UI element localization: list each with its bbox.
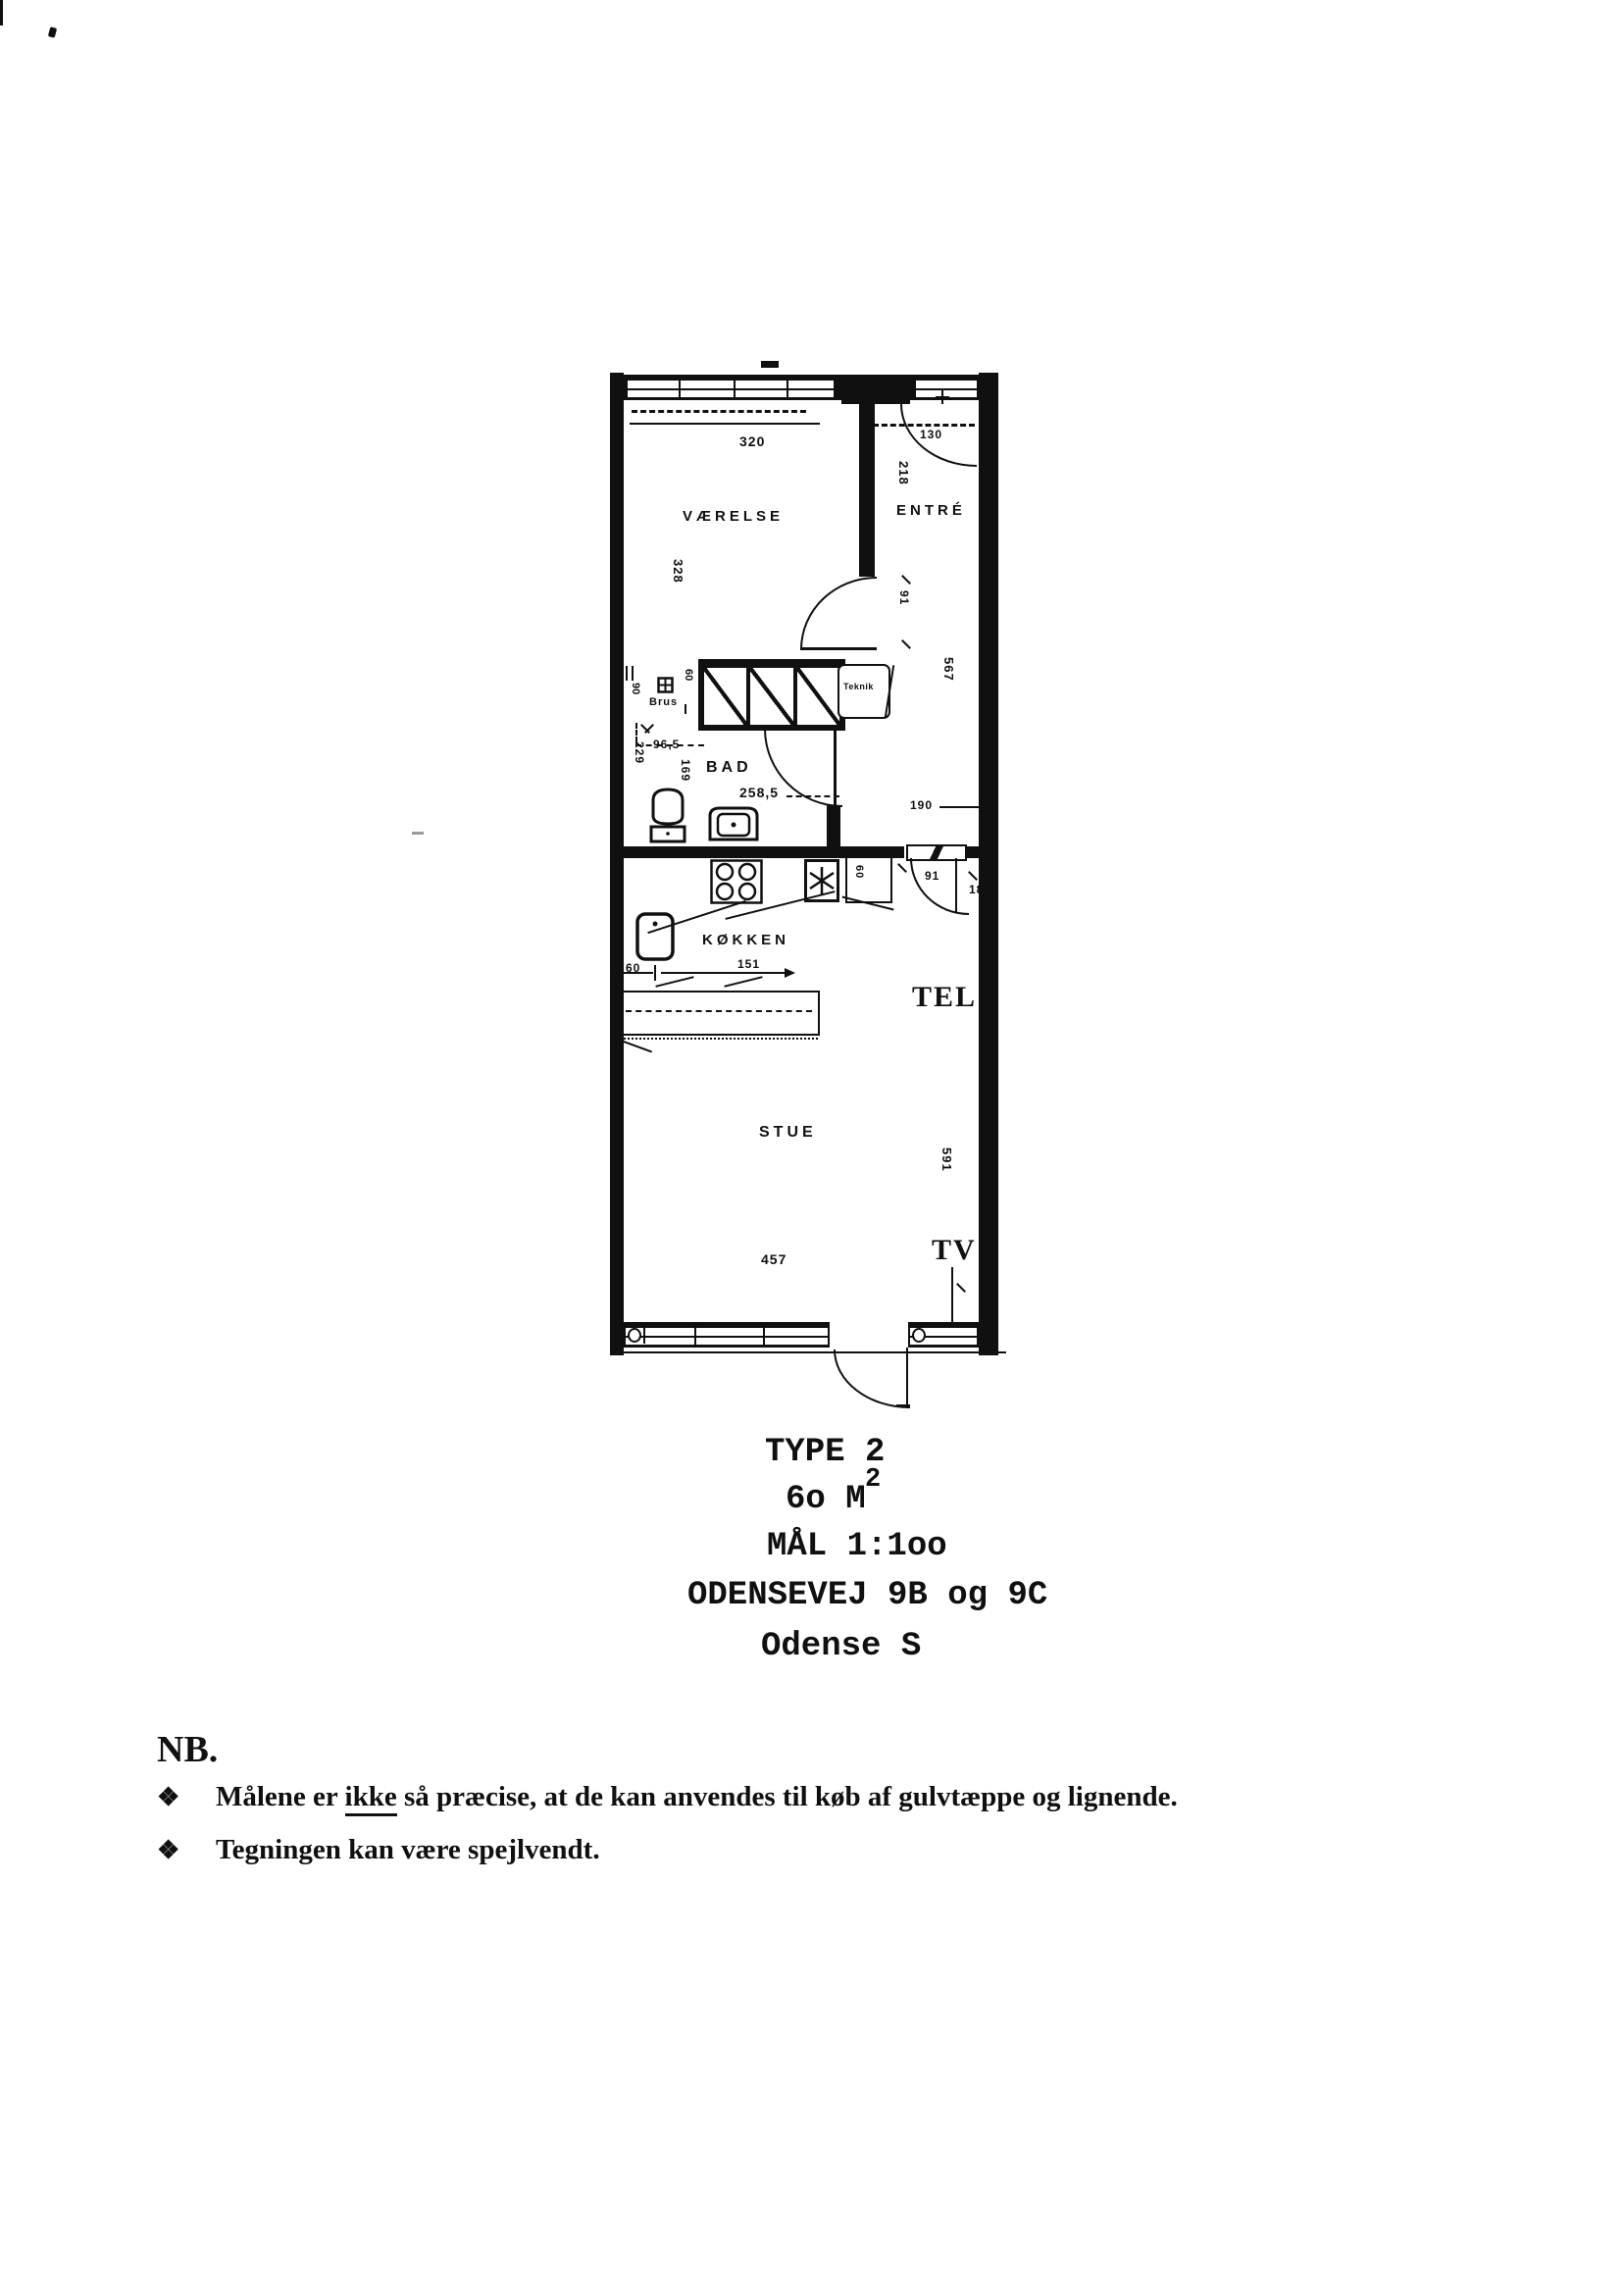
- window-sill-line: [630, 423, 820, 425]
- dashed-line-entre: [873, 424, 975, 427]
- hatch-mark: [655, 976, 693, 988]
- dim-tall-cabinet: 60: [853, 865, 865, 880]
- caption-city: Odense S: [761, 1628, 922, 1665]
- dim-entre-width: 218: [896, 461, 911, 485]
- room-label-brus: Brus: [649, 696, 679, 708]
- dim-line: [661, 972, 785, 974]
- stove-burners: [710, 859, 763, 904]
- dim-witness-line: [955, 858, 957, 913]
- shower-drain-icon: [657, 677, 674, 693]
- dim-hall-width: 190: [910, 798, 934, 812]
- wardrobe-closets: [698, 659, 845, 731]
- dim-entre-entry-door: 130: [920, 428, 943, 441]
- caption-area-sup: 2: [865, 1465, 882, 1495]
- wardrobe-cell: [750, 668, 796, 725]
- window-mullion: [787, 381, 788, 397]
- dim-tick: [968, 871, 978, 881]
- notes-heading: NB.: [157, 1729, 219, 1770]
- dashed-line-vaerelse: [632, 410, 806, 413]
- notes-item-1-post: så præcise, at de kan anvendes til køb af gulvtæppe og lignende.: [396, 1781, 1178, 1812]
- dim-vaerelse-width: 320: [739, 433, 766, 449]
- wall-hall-bad: [827, 805, 840, 848]
- dim-tick: [901, 639, 911, 649]
- notes-item-2: [157, 1834, 600, 1866]
- window-mullion: [734, 381, 736, 397]
- window-mullion: [694, 1328, 696, 1345]
- dim-tick: [901, 575, 911, 585]
- toilet: [645, 787, 690, 845]
- kitchen-counter: [622, 991, 820, 1036]
- caption-type: TYPE 2: [765, 1434, 886, 1471]
- wardrobe-cell: [704, 668, 750, 725]
- tall-cabinet: [845, 856, 892, 903]
- roof-vent-mark: [761, 361, 779, 368]
- caption-area: 6o M: [786, 1481, 866, 1518]
- counter-centerline: [626, 1010, 812, 1012]
- dim-stue-depth: 591: [939, 1147, 954, 1172]
- window-end-mark: [614, 379, 626, 393]
- teknik-closet: [837, 664, 890, 719]
- dim-stue-door-gap: 18: [969, 883, 985, 896]
- room-label-vaerelse: VÆRELSE: [683, 508, 785, 525]
- notes-item-1-underlined: ikke: [345, 1781, 397, 1816]
- window-mullion: [679, 381, 681, 397]
- dim-brus-width: 90: [630, 683, 641, 695]
- balcony-door-opening: [830, 1322, 908, 1348]
- dim-tick: [956, 1283, 966, 1293]
- bathroom-sink: [706, 804, 761, 847]
- notes-item-2-text: Tegningen kan være spejlvendt.: [216, 1834, 600, 1865]
- dim-bad-inner: 169: [679, 759, 692, 783]
- window-top-vaerelse: [628, 379, 834, 399]
- caption-scale: MÅL 1:1oo: [767, 1528, 947, 1565]
- dim-bad-width: 258,5: [739, 785, 780, 800]
- shower-hatch-mark: [626, 666, 628, 681]
- dim-line-dashed: [787, 795, 839, 797]
- diamond-bullet-icon: ❖: [157, 1783, 180, 1811]
- window-end-mark: [643, 1324, 645, 1344]
- shower-hatch-mark: [632, 666, 634, 681]
- window-mullion: [763, 1328, 765, 1345]
- teknik-label: Teknik: [843, 682, 874, 691]
- tv-outlet-label: TV: [932, 1234, 977, 1266]
- tv-leader-line: [951, 1267, 953, 1324]
- floorplan: [606, 367, 1012, 1359]
- dotted-line: [620, 1038, 818, 1040]
- window-bottom-left: [626, 1326, 828, 1347]
- door-swing-mark: [941, 390, 943, 404]
- window-end-mark: [912, 1328, 926, 1343]
- scan-artifact-line: [0, 0, 3, 25]
- dim-stue-width: 457: [761, 1251, 787, 1267]
- dim-arrow-right: [785, 968, 795, 978]
- balcony-door-arc: [834, 1349, 910, 1408]
- room-label-entre: ENTRÉ: [896, 502, 966, 519]
- kitchen-sink: [635, 912, 675, 961]
- bad-door-leaf: [834, 729, 837, 805]
- dim-bad-clear: 96,5: [653, 738, 681, 751]
- dim-tick: [685, 704, 686, 714]
- wardrobe-cell: [797, 668, 839, 725]
- hatch-mark: [724, 976, 762, 988]
- dim-entre-depth: 567: [941, 657, 956, 682]
- dim-kitchen-sink-run: 60: [626, 961, 641, 975]
- room-label-bad: BAD: [706, 759, 752, 776]
- room-label-koekken: KØKKEN: [702, 932, 790, 948]
- diamond-bullet-icon: ❖: [157, 1836, 180, 1864]
- dim-vaerelse-depth: 328: [671, 559, 685, 584]
- scan-artifact-smudge: [412, 832, 424, 835]
- shower-curtain-line: [635, 723, 639, 742]
- vaerelse-door-leaf: [800, 647, 877, 650]
- dim-tick: [654, 965, 656, 981]
- dim-tick: [897, 863, 907, 873]
- wall-right: [979, 373, 998, 1355]
- room-label-stue: STUE: [759, 1124, 817, 1141]
- balcony-door-leaf: [906, 1348, 908, 1408]
- caption-address: ODENSEVEJ 9B og 9C: [687, 1577, 1048, 1614]
- entrance-door-leaf: [841, 392, 910, 404]
- scan-artifact-dot: [48, 26, 57, 37]
- dim-vaerelse-door: 91: [897, 590, 911, 606]
- dim-tick: [896, 1404, 910, 1406]
- wall-left: [610, 373, 624, 1355]
- notes-item-1-pre: Målene er: [216, 1781, 345, 1812]
- window-end-mark: [628, 1328, 641, 1343]
- dim-brus-depth: 60: [683, 669, 694, 682]
- tel-outlet-label: TEL: [912, 981, 978, 1013]
- facade-line: [614, 1351, 1006, 1353]
- wall-vaerelse-entre: [859, 375, 875, 577]
- notes-item-1: [157, 1781, 1178, 1813]
- dim-stue-door: 91: [925, 869, 940, 883]
- hall-door-arc: [910, 858, 969, 915]
- vaerelse-door-arc: [800, 577, 877, 649]
- dim-bad-depth: 229: [633, 741, 646, 765]
- dim-kitchen-counter-run: 151: [737, 957, 761, 971]
